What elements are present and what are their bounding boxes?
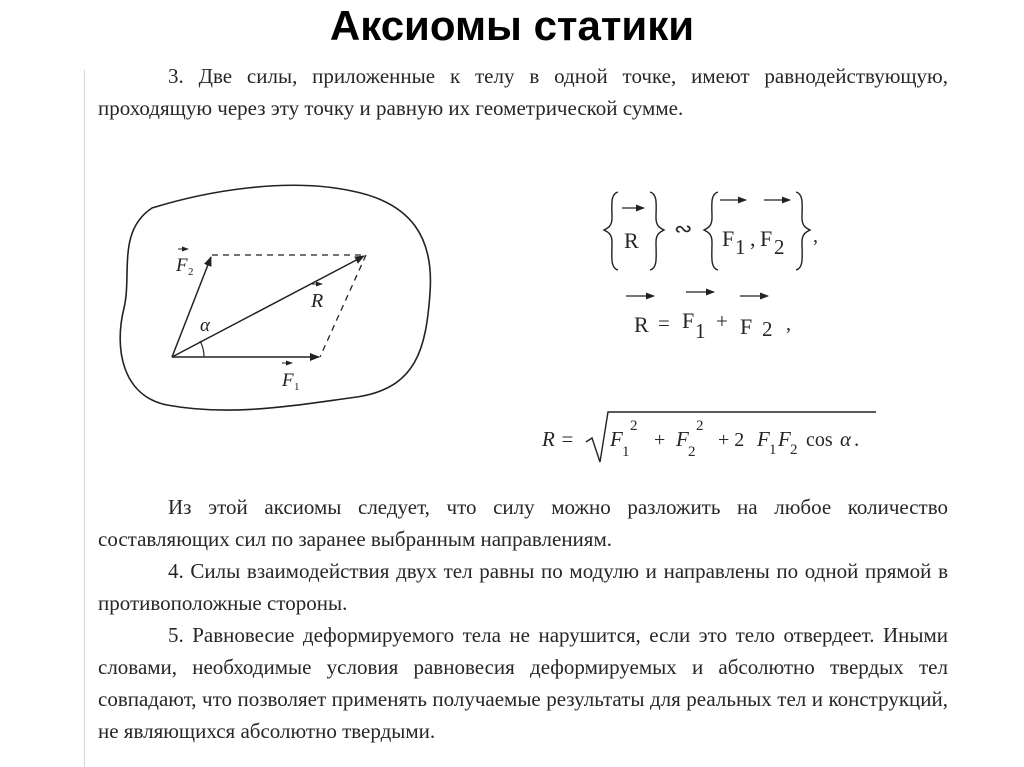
- body-outline: [120, 185, 430, 410]
- page-title: Аксиомы статики: [329, 2, 695, 49]
- eq1-f1: F: [722, 226, 735, 251]
- svg-text:F: F: [176, 255, 188, 276]
- angle-arc: [200, 341, 204, 357]
- conclusion-paragraph: Из этой аксиомы следует, что силу можно разложить на любое количество составляющих сил по заранее выбранным направлениям.: [98, 495, 948, 551]
- eq2-sub1: 1: [695, 319, 706, 343]
- label-alpha: α: [200, 315, 210, 336]
- eq3-cos: cos: [806, 429, 833, 451]
- eq2-end: ,: [786, 313, 791, 335]
- eq3-f1b-sub: 1: [769, 442, 777, 458]
- eq1-f2: F: [760, 226, 773, 251]
- svg-text:1: 1: [294, 381, 300, 393]
- eq3-f1b: F: [757, 427, 770, 451]
- eq3-end: .: [854, 427, 860, 451]
- svg-text:F: F: [282, 370, 294, 391]
- eq3-f2-sub: 2: [688, 444, 696, 460]
- eq2-plus: +: [716, 309, 728, 333]
- svg-text:R: R: [311, 290, 324, 312]
- eq1-sep: ,: [750, 226, 756, 251]
- label-f1: [281, 363, 300, 393]
- axiom-3-paragraph: 3. Две силы, приложенные к телу в одной точке, имеют равнодействующую, проходящую через эту точку и равную их геометрической сумме.: [98, 64, 948, 120]
- eq3-lhs: R =: [542, 427, 575, 451]
- eq3-plus: +: [654, 429, 666, 451]
- eq1-sub2: 2: [774, 235, 785, 259]
- axiom-5-paragraph: 5. Равновесие деформируемого тела не нарушится, если это тело отвердеет. Иными словами, необходимые условия равновесия деформируемых и абсолютно твердых тел совпадают, что позволяет применять получаемые результаты для реальных тел и конструкций, не являющихся абсолютно твердыми.: [98, 623, 948, 743]
- eq2-eq: =: [658, 311, 670, 335]
- formula-equivalence: [600, 186, 830, 274]
- axiom-4-paragraph: 4. Силы взаимодействия двух тел равны по модулю и направлены по одной прямой в противоположные стороны.: [98, 559, 948, 615]
- eq2-r: R: [634, 312, 649, 337]
- formula-magnitude: [540, 404, 885, 468]
- label-r: [310, 284, 323, 312]
- page-border: [84, 70, 85, 767]
- svg-text:2: 2: [188, 266, 194, 278]
- label-f2: [175, 249, 194, 278]
- eq3-f1: F: [610, 427, 623, 451]
- dashed-side-right: [320, 255, 366, 357]
- eq3-f1-sub: 1: [622, 444, 630, 460]
- eq3-alpha: α: [840, 427, 852, 451]
- eq2-sub2: 2: [762, 317, 773, 341]
- eq2-f1: F: [682, 308, 695, 333]
- parallelogram-diagram: [112, 183, 442, 415]
- eq3-f2: F: [676, 427, 689, 451]
- eq3-f2b: F: [778, 427, 791, 451]
- eq1-end: ,: [813, 225, 818, 247]
- eq1-sub1: 1: [735, 235, 746, 259]
- eq3-f2-sup: 2: [696, 418, 704, 434]
- eq3-f2b-sub: 2: [790, 442, 798, 458]
- eq1-equiv: ∾: [674, 216, 693, 241]
- eq1-r: R: [624, 228, 639, 253]
- eq2-f2: F: [740, 314, 753, 339]
- eq3-f1-sup: 2: [630, 418, 638, 434]
- formula-vector-sum: [622, 280, 812, 348]
- eq3-plus2: + 2: [718, 429, 745, 451]
